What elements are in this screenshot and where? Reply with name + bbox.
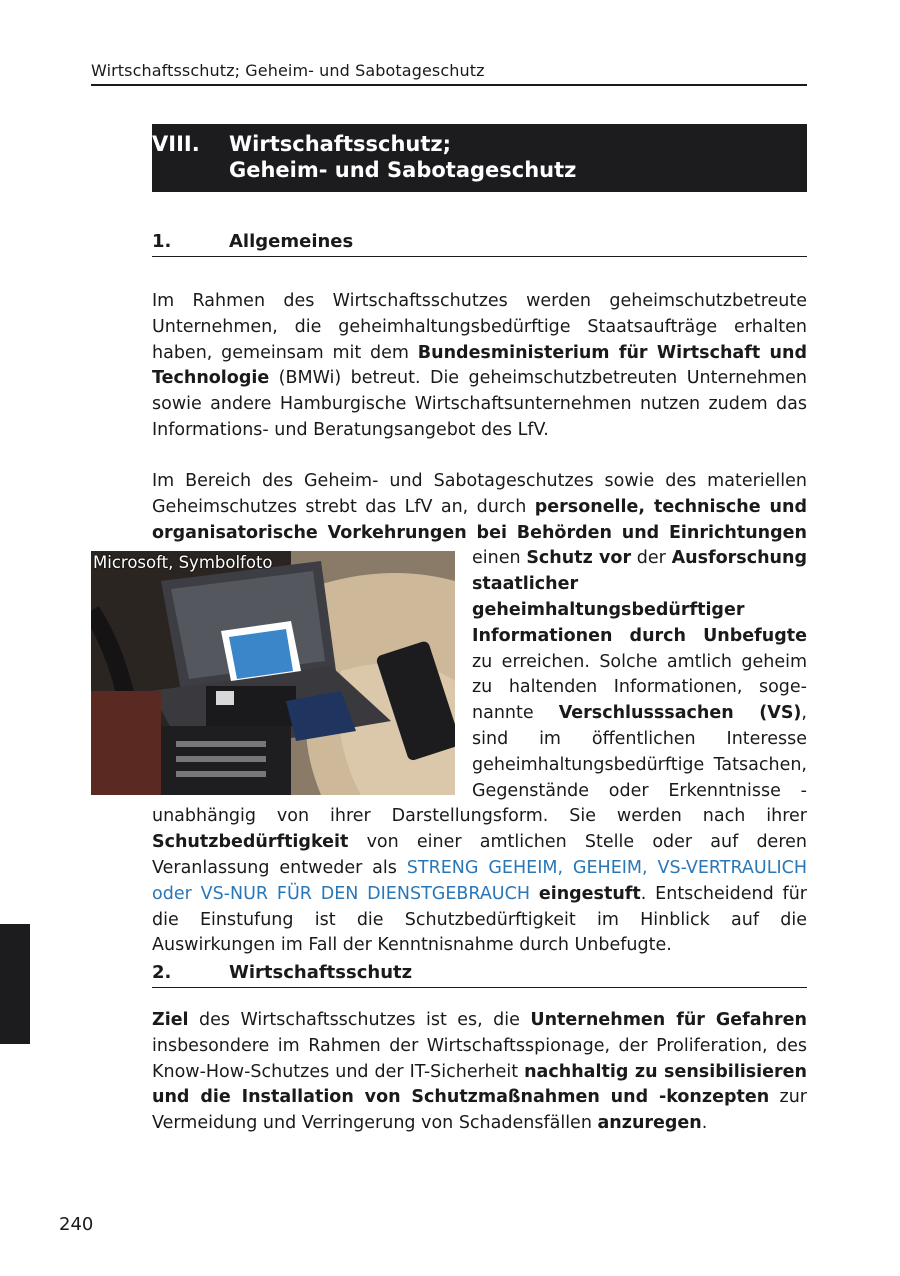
bold-run: Unternehmen für Gefahren	[530, 1010, 807, 1030]
bold-run: nachhaltig zu sensibilisieren und die Installation von Schutzmaßnahmen und -konzepten	[152, 1061, 807, 1108]
text-run: Im Rahmen des Wirtschaftsschutzes werden geheimschutzbetreute Unternehmen, die geheimhaltungsbedürftige Staatsaufträge erhalten haben, gemeinsam mit dem	[152, 291, 807, 363]
chapter-side-tab	[0, 924, 30, 1044]
bold-run: Schutzbedürftigkeit	[152, 832, 349, 853]
text-run	[530, 884, 539, 904]
text-run: des Wirtschaftsschutzes ist es, die	[188, 1010, 531, 1030]
chapter-title-line2: Geheim- und Sabotageschutz	[229, 158, 577, 182]
text-run: (BMWi) betreut. Die geheimschutzbetreuten Unternehmen sowie andere Hamburgische Wirtschaftsunternehmen nutzen zudem das Informations- und Beratungsangebot des LfV.	[152, 368, 807, 440]
paragraph-wirtschaftsschutz-1	[152, 1008, 807, 1137]
chapter-title-box	[152, 124, 807, 192]
bold-run: Ziel	[152, 1010, 189, 1030]
bold-run: Bundesministerium für Wirtschaft und Technologie	[152, 342, 807, 389]
paragraph-allgemeines-1	[152, 289, 807, 444]
bold-run: anzuregen	[597, 1113, 702, 1134]
text-run: von einer amtlichen Stelle oder auf deren Veranlassung entweder als	[152, 832, 807, 878]
section-title: Allgemeines	[229, 231, 354, 252]
bold-run: eingestuft	[538, 883, 641, 904]
section-number: 2.	[152, 962, 172, 983]
text-run: , sind im öffentlichen Interesse geheimhaltungsbedürftige Tatsachen, Gegenstände oder Erkenntnisse - unabhängig von ihrer Darstellungsform. Sie werden nach ihrer	[152, 703, 807, 827]
text-run: der	[631, 548, 672, 569]
running-header: Wirtschaftsschutz; Geheim- und Sabotageschutz	[91, 60, 807, 86]
bold-run: personelle, technische und organisatorische Vorkehrungen bei Behörden und Einrichtungen	[152, 496, 807, 543]
section-number: 1.	[152, 231, 172, 252]
classification-levels: STRENG GEHEIM, GEHEIM, VS-VERTRAULICH oder VS-NUR FÜR DEN DIENSTGEBRAUCH	[152, 857, 807, 904]
text-run: Im Bereich des Geheim- und Sabotageschutzes sowie des materiellen Geheimschutzes strebt das LfV an, durch	[152, 471, 807, 517]
text-run: zu erreichen. Solche amtlich geheim zu haltenden Informationen, sogenannte	[472, 651, 807, 724]
section-heading-allgemeines	[152, 230, 807, 257]
section-heading-wirtschaftsschutz	[152, 961, 807, 988]
text-run: . Entscheidend für die Einstufung ist die Schutzbedürftigkeit im Hinblick auf die Auswirkungen im Fall der Kenntnisnahme durch Unbefugte.	[152, 883, 807, 956]
bold-run: Schutz vor	[526, 548, 632, 569]
bold-run: Verschlusssachen (VS)	[558, 703, 802, 724]
photo-credit: Microsoft, Symbolfoto	[93, 553, 273, 572]
page-number: 240	[59, 1214, 94, 1235]
text-run: .	[701, 1113, 708, 1134]
paragraph-allgemeines-2	[152, 469, 807, 959]
text-run: zur Vermeidung und Verringerung von Schadensfällen	[152, 1087, 807, 1134]
section-title: Wirtschaftsschutz	[229, 962, 413, 983]
photo-float-spacer	[152, 546, 472, 791]
bold-run: Ausforschung staatlicher geheimhaltungsbedürftiger Informationen durch Unbefugte	[472, 548, 807, 646]
chapter-number: VIII.	[152, 132, 200, 156]
text-run: einen	[472, 548, 527, 569]
text-run: insbesondere im Rahmen der Wirtschaftsspionage, der Proliferation, des Know-How-Schutzes und der IT-Sicherheit	[152, 1035, 807, 1082]
chapter-title-line1: Wirtschaftsschutz;	[229, 132, 452, 156]
